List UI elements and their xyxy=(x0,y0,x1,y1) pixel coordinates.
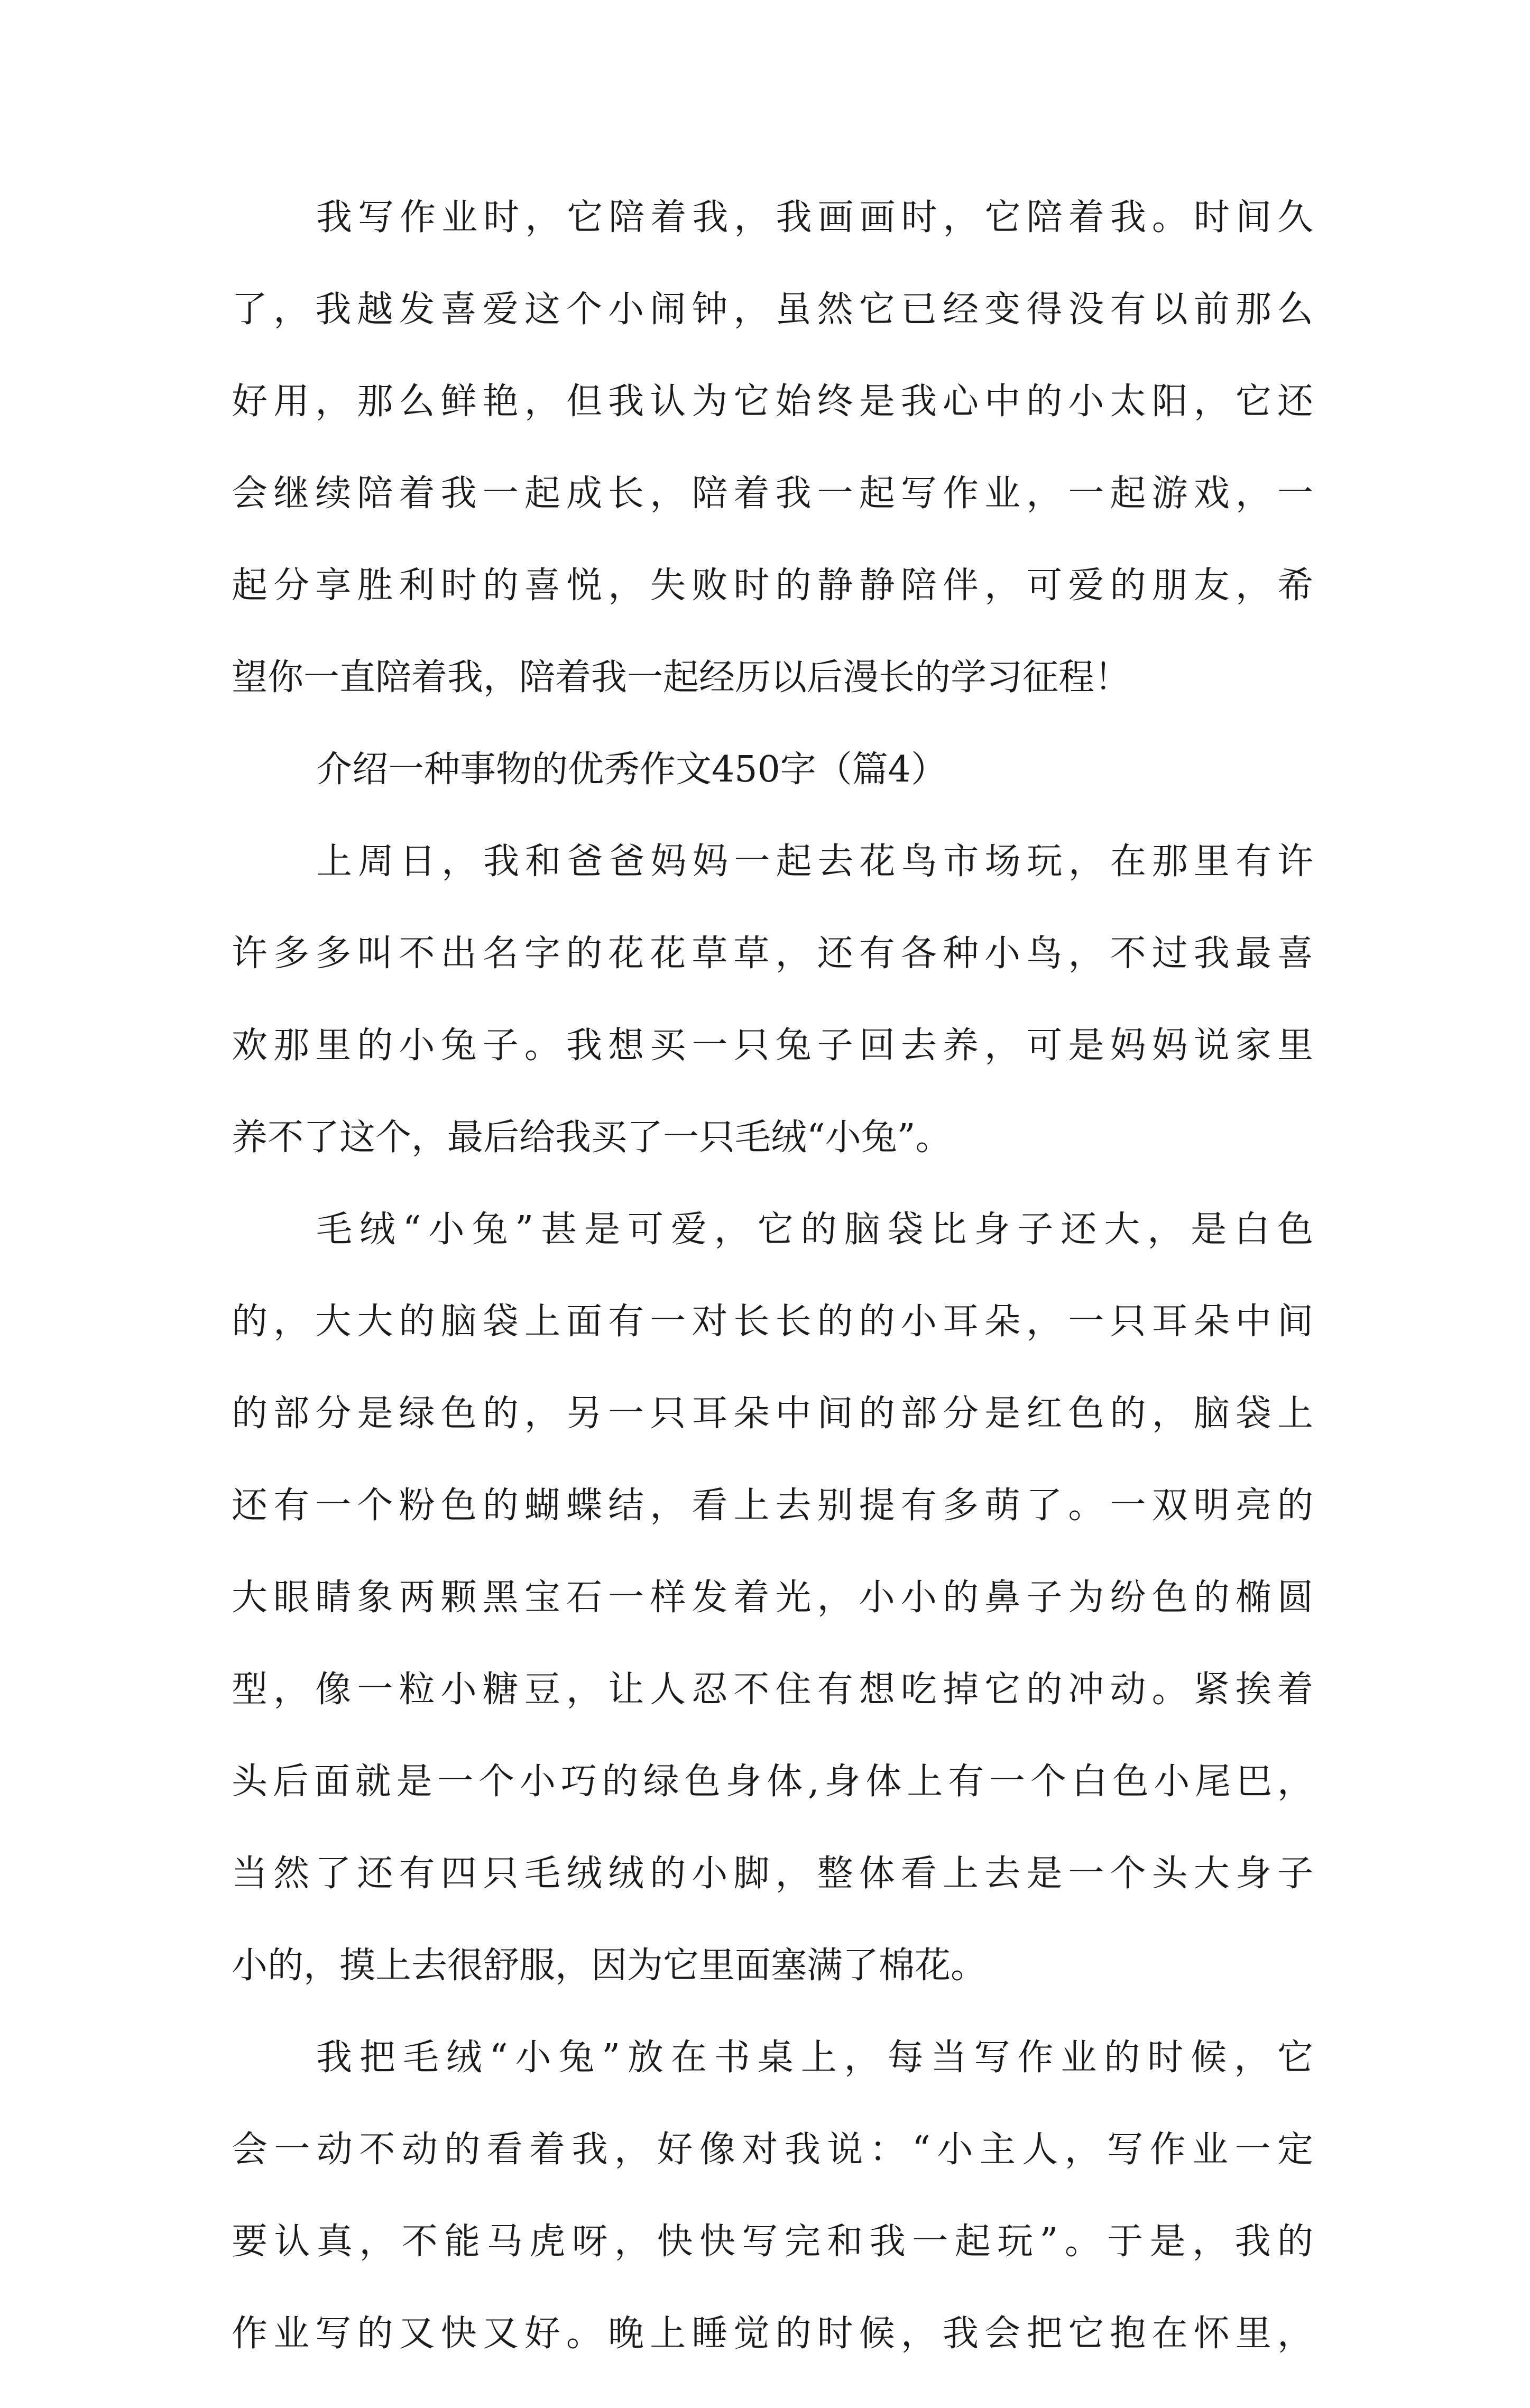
text-line: 小的，摸上去很舒服，因为它里面塞满了棉花。 xyxy=(232,1945,987,1987)
text-line: 当然了还有四只毛绒绒的小脚，整体看上去是一个头大身子 xyxy=(232,1853,1313,1895)
text-line: 会继续陪着我一起成长，陪着我一起写作业，一起游戏，一 xyxy=(232,473,1313,514)
text-line: 还有一个粉色的蝴蝶结，看上去别提有多萌了。一双明亮的 xyxy=(232,1485,1313,1527)
text-line: 我写作业时，它陪着我，我画画时，它陪着我。时间久 xyxy=(316,197,1313,238)
text-line: 起分享胜利时的喜悦，失败时的静静陪伴，可爱的朋友，希 xyxy=(232,565,1313,606)
text-line: 欢那里的小兔子。我想买一只兔子回去养，可是妈妈说家里 xyxy=(232,1025,1313,1067)
text-line: 好用，那么鲜艳，但我认为它始终是我心中的小太阳，它还 xyxy=(232,381,1313,422)
section-heading: 介绍一种事物的优秀作文450字（篇4） xyxy=(316,749,947,791)
document-body xyxy=(232,197,1313,2408)
text-line: 许多多叫不出名字的花花草草，还有各种小鸟，不过我最喜 xyxy=(232,933,1313,975)
text-line: 型，像一粒小糖豆，让人忍不住有想吃掉它的冲动。紧挨着 xyxy=(232,1669,1313,1711)
text-line: 要认真，不能马虎呀，快快写完和我一起玩”。于是，我的 xyxy=(232,2221,1313,2263)
text-line: 的，大大的脑袋上面有一对长长的的小耳朵，一只耳朵中间 xyxy=(232,1301,1313,1343)
text-line: 会一动不动的看着我，好像对我说：“小主人，写作业一定 xyxy=(232,2129,1313,2171)
text-line: 上周日，我和爸爸妈妈一起去花鸟市场玩，在那里有许 xyxy=(316,841,1313,883)
text-line: 毛绒“小兔”甚是可爱，它的脑袋比身子还大，是白色 xyxy=(316,1209,1313,1251)
text-line: 了，我越发喜爱这个小闹钟，虽然它已经变得没有以前那么 xyxy=(232,289,1313,330)
text-line: 我把毛绒“小兔”放在书桌上，每当写作业的时候，它 xyxy=(316,2037,1313,2079)
text-line: 作业写的又快又好。晚上睡觉的时候，我会把它抱在怀里， xyxy=(232,2313,1313,2355)
text-line: 头后面就是一个小巧的绿色身体,身体上有一个白色小尾巴， xyxy=(232,1761,1313,1803)
text-line: 大眼睛象两颗黑宝石一样发着光，小小的鼻子为纷色的椭圆 xyxy=(232,1577,1313,1619)
text-line: 养不了这个，最后给我买了一只毛绒“小兔”。 xyxy=(232,1117,952,1159)
text-line: 望你一直陪着我，陪着我一起经历以后漫长的学习征程！ xyxy=(232,657,1131,698)
text-line: 的部分是绿色的，另一只耳朵中间的部分是红色的，脑袋上 xyxy=(232,1393,1313,1435)
